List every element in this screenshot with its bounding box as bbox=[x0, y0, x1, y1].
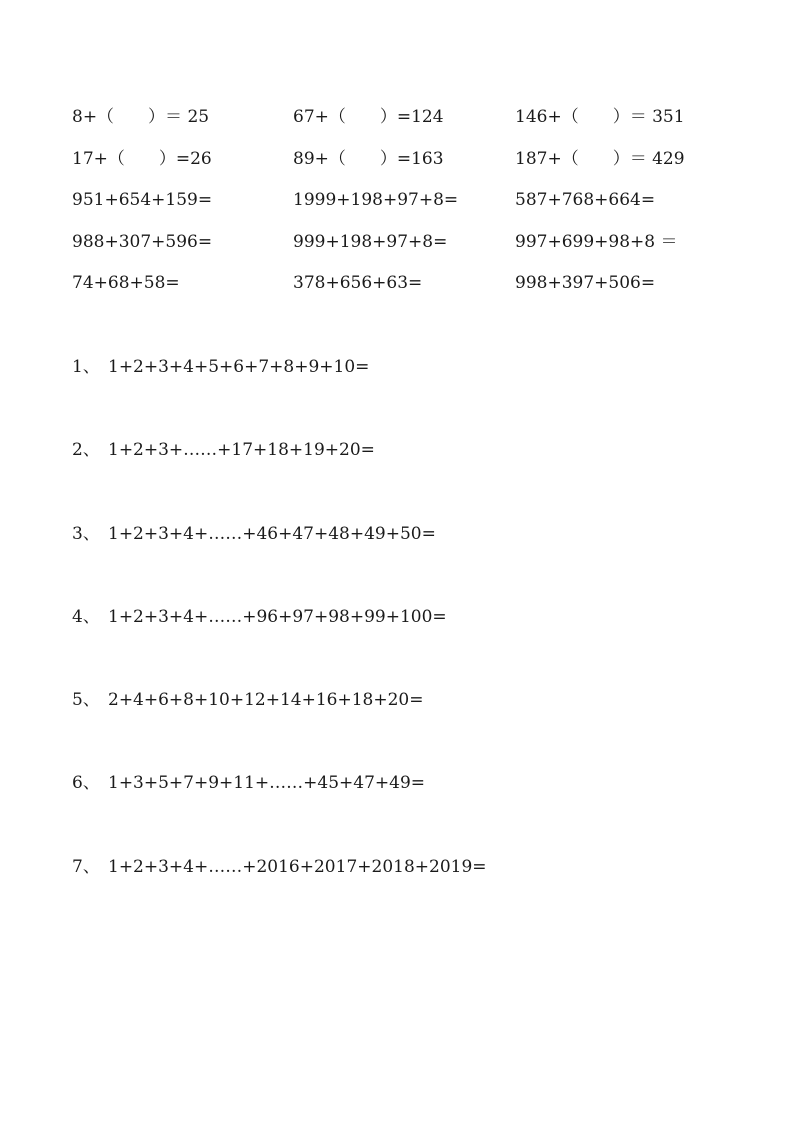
problem-item bbox=[72, 687, 752, 770]
problem-number: 4、 bbox=[72, 606, 100, 627]
problem-expression: 1+2+3+4+……+2016+2017+2018+2019= bbox=[108, 856, 487, 877]
problem-item bbox=[72, 521, 752, 604]
grid-row bbox=[72, 187, 752, 229]
grid-cell: 17+（ ）=26 bbox=[72, 148, 212, 169]
problem-list bbox=[72, 354, 752, 937]
grid-cell: 74+68+58= bbox=[72, 273, 180, 293]
grid-cell: 988+307+596= bbox=[72, 231, 213, 252]
problem-item bbox=[72, 854, 752, 937]
grid-cell: 89+（ ）=163 bbox=[293, 148, 444, 169]
grid-cell: 1999+198+97+8= bbox=[293, 190, 459, 210]
grid-row bbox=[72, 104, 752, 146]
problem-item bbox=[72, 437, 752, 520]
grid-cell: 187+（ ）＝ 429 bbox=[515, 148, 685, 169]
grid-cell: 997+699+98+8 ＝ bbox=[515, 231, 678, 252]
grid-cell: 8+（ ）＝ 25 bbox=[72, 107, 210, 127]
problem-item bbox=[72, 770, 752, 853]
problem-number: 3、 bbox=[72, 523, 100, 544]
problem-expression: 1+2+3+4+……+46+47+48+49+50= bbox=[108, 523, 436, 544]
problem-number: 7、 bbox=[72, 856, 100, 877]
problem-number: 5、 bbox=[72, 690, 100, 711]
grid-row bbox=[72, 270, 752, 312]
problem-item bbox=[72, 604, 752, 687]
grid-row bbox=[72, 229, 752, 271]
problem-expression: 1+2+3+……+17+18+19+20= bbox=[108, 440, 375, 461]
problem-number: 6、 bbox=[72, 773, 100, 794]
problem-number: 1、 bbox=[72, 357, 100, 377]
grid-row bbox=[72, 146, 752, 188]
grid-cell: 951+654+159= bbox=[72, 190, 213, 210]
grid-cell: 378+656+63= bbox=[293, 273, 423, 293]
problem-item bbox=[72, 354, 752, 437]
grid-cell: 999+198+97+8= bbox=[293, 231, 448, 252]
grid-cell: 998+397+506= bbox=[515, 273, 656, 293]
problem-expression: 1+2+3+4+5+6+7+8+9+10= bbox=[108, 357, 370, 377]
arithmetic-grid bbox=[72, 104, 752, 312]
grid-cell: 67+（ ）=124 bbox=[293, 107, 444, 127]
problem-number: 2、 bbox=[72, 440, 100, 461]
grid-cell: 587+768+664= bbox=[515, 190, 656, 210]
grid-cell: 146+（ ）＝ 351 bbox=[515, 107, 685, 127]
problem-expression: 1+2+3+4+……+96+97+98+99+100= bbox=[108, 606, 447, 627]
problem-expression: 2+4+6+8+10+12+14+16+18+20= bbox=[108, 690, 424, 711]
problem-expression: 1+3+5+7+9+11+……+45+47+49= bbox=[108, 773, 426, 794]
